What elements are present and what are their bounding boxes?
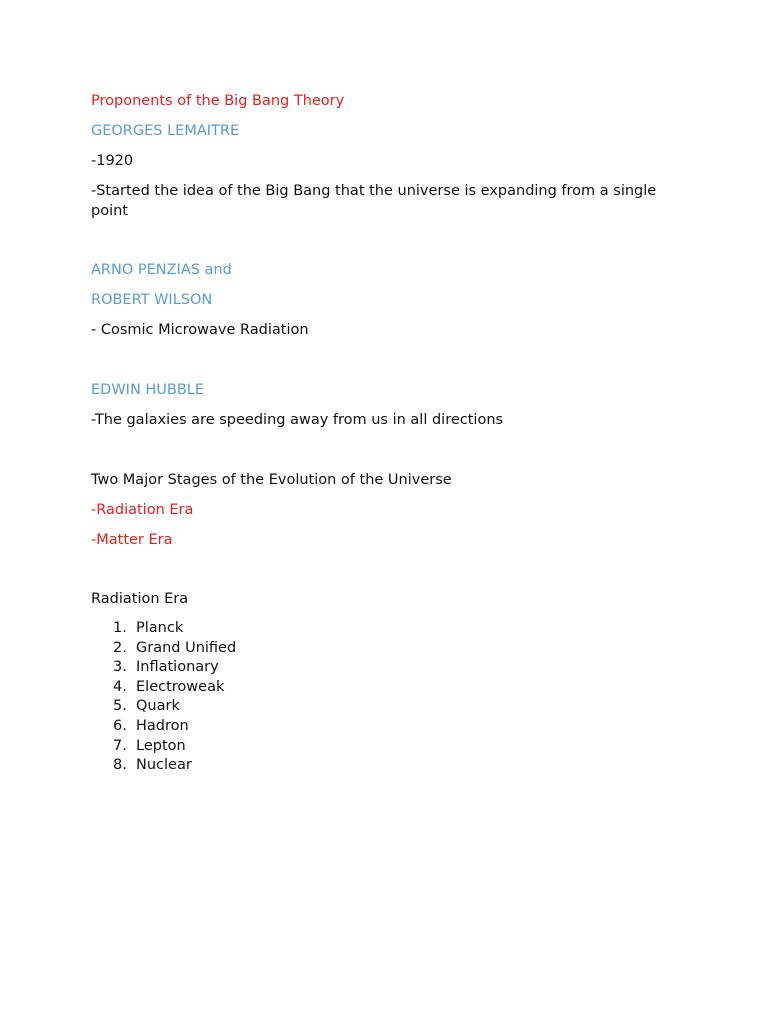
list-label: Inflationary (136, 659, 219, 676)
lemaitre-year: -1920 (91, 153, 134, 169)
list-label: Lepton (136, 737, 186, 754)
document-page: Proponents of the Big Bang Theory GEORGES LEMAITRE -1920 -Started the idea of the Big Bang that the universe is expanding from a single point ARNO PENZIAS and ROBERT WILSON - Cosmic Microwave Radiation EDWIN HUBBLE -The galaxies are speeding away from us in all directions Two Major Stages of the Evolution of the Universe -Radiation Era -Matter Era Radiation Era 1. Planck 2. Grand Unified 3. Inflationary 4. Electroweak 5. Quark 6. Hadron 7. Lepton 8. Nuclear (0, 0, 768, 1024)
lemaitre-description: -Started the idea of the Big Bang that the universe is expanding from a single point (91, 183, 657, 219)
stage-item-matter: -Matter Era (91, 532, 173, 548)
wilson-name-line2: ROBERT WILSON (91, 292, 213, 308)
hubble-name: EDWIN HUBBLE (91, 382, 205, 398)
penzias-description: - Cosmic Microwave Radiation (91, 322, 309, 338)
list-label: Nuclear (136, 757, 192, 774)
list-label: Quark (136, 698, 180, 715)
stages-title: Two Major Stages of the Evolution of the Universe (91, 472, 452, 488)
lemaitre-name: GEORGES LEMAITRE (91, 123, 240, 139)
stage-item-radiation: -Radiation Era (91, 502, 194, 518)
list-label: Electroweak (136, 678, 225, 695)
list-label: Planck (136, 620, 184, 636)
radiation-era-title: Radiation Era (91, 591, 189, 607)
document-heading: Proponents of the Big Bang Theory (91, 93, 345, 109)
hubble-description: -The galaxies are speeding away from us in all directions (91, 412, 504, 428)
penzias-name-line1: ARNO PENZIAS and (91, 262, 232, 278)
list-label: Grand Unified (136, 639, 237, 656)
list-label: Hadron (136, 717, 189, 734)
